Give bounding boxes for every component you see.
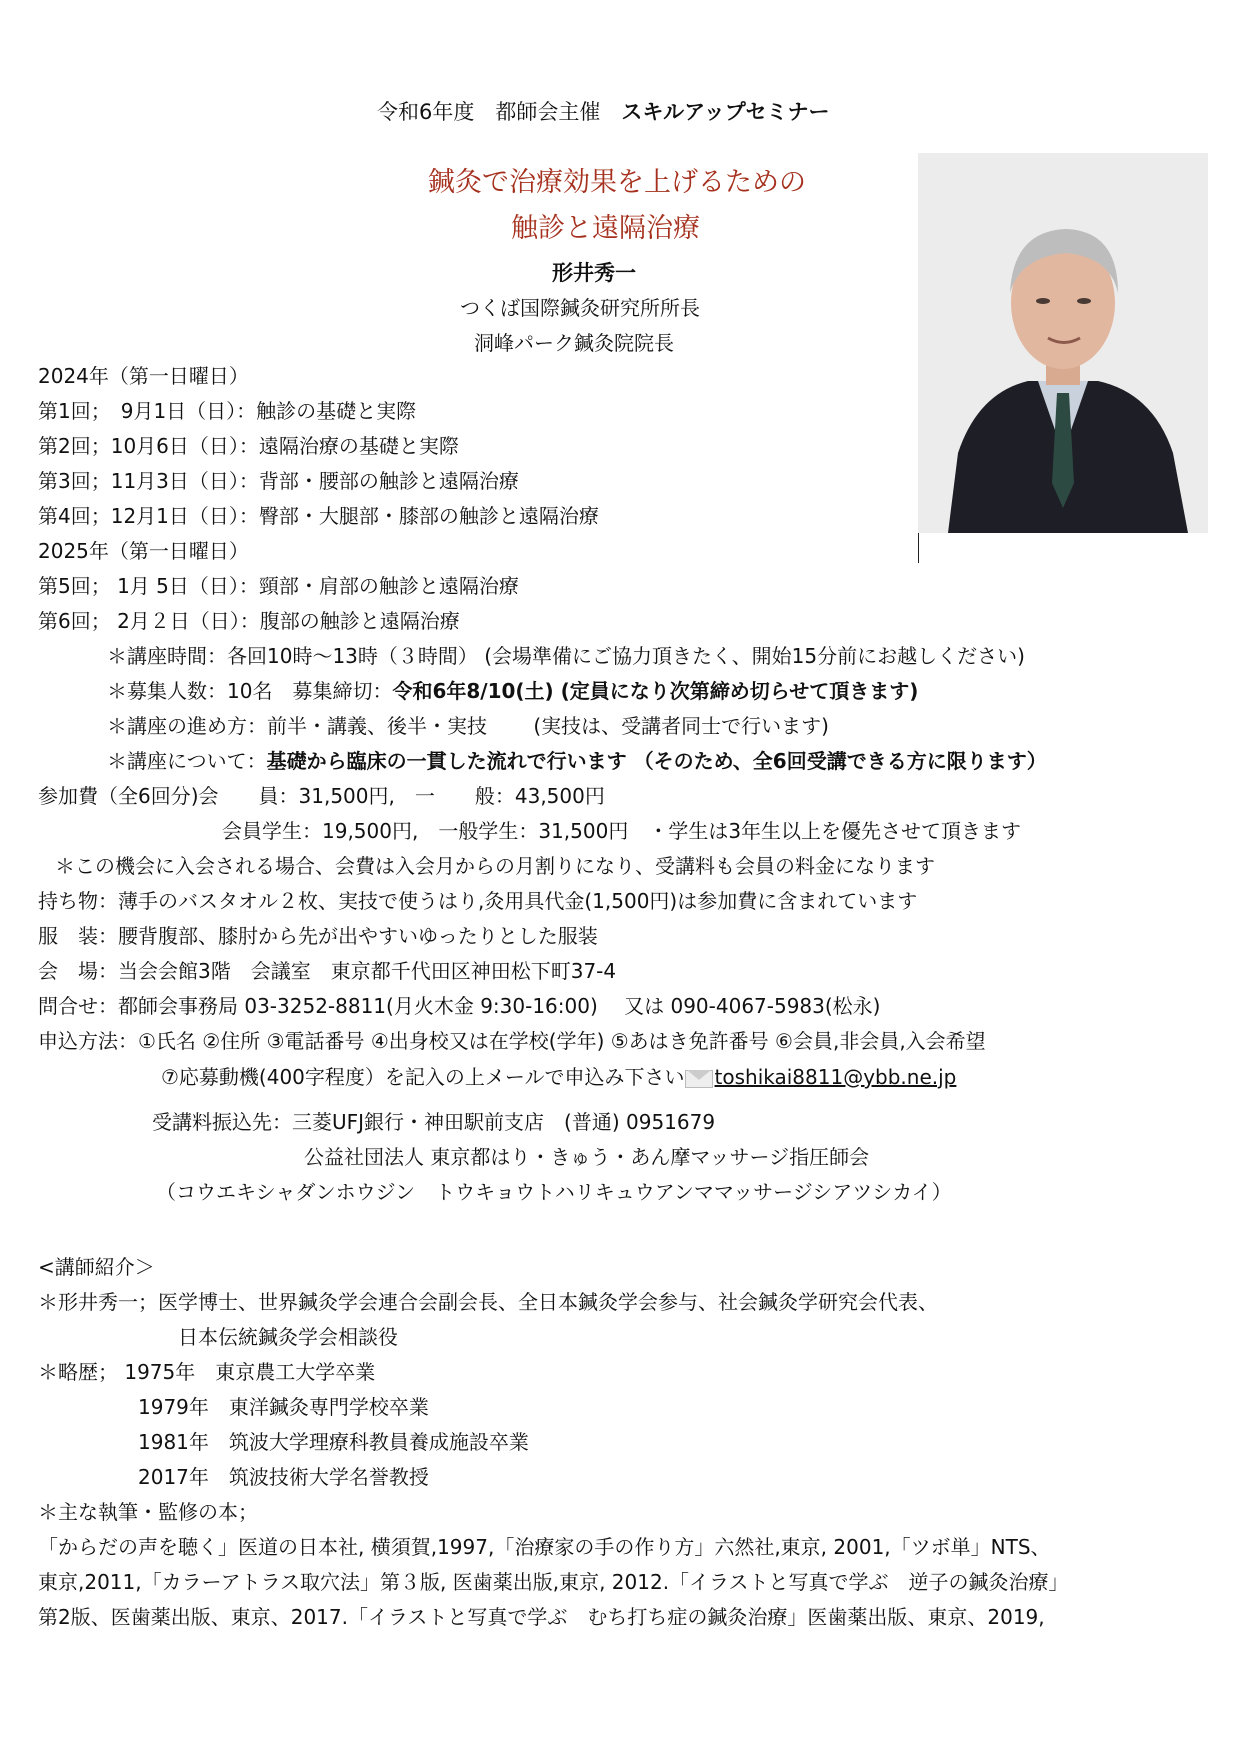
books-line2: 東京,2011,「カラーアトラス取穴法」第３版, 医歯薬出版,東京, 2012.「イラストと写真で学ぶ 逆子の鍼灸治療」: [38, 1570, 1069, 1594]
note-capacity: [107, 676, 918, 706]
speaker-title2: 洞峰パーク鍼灸院院長: [474, 331, 674, 355]
bio-line2: 日本伝統鍼灸学会相談役: [178, 1325, 398, 1349]
info-apply2: [161, 1062, 956, 1092]
info-apply2-text: ⑦応募動機(400字程度）を記入の上メールで申込み下さい: [161, 1065, 685, 1089]
fee-line2: 会員学生：19,500円, 一般学生：31,500円 ・学生は3年生以上を優先させて頂きます: [222, 819, 1022, 843]
title-line1: 鍼灸で治療効果を上げるための: [428, 167, 806, 198]
note-capacity-deadline: 令和6年8/10(土) (定員になり次第締め切らせて頂きます): [392, 679, 919, 703]
schedule-item-6: 第6回； 2月２日（日）：腹部の触診と遠隔治療: [38, 609, 460, 633]
bio-heading: <講師紹介＞: [38, 1255, 155, 1279]
note-time: ＊講座時間：各回10時～13時（３時間） (会場準備にご協力頂きたく、開始15分前にお越しください): [107, 644, 1025, 668]
note-capacity-prefix: ＊募集人数：10名 募集締切：: [107, 679, 393, 703]
header-prefix: 令和6年度 都師会主催: [377, 100, 622, 124]
books-heading: ＊主な執筆・監修の本；: [38, 1500, 258, 1524]
bank-line1: 受講料振込先：三菱UFJ銀行・神田駅前支店 (普通) 0951679: [152, 1110, 716, 1134]
email-link[interactable]: toshikai8811@ybb.ne.jp: [714, 1065, 957, 1089]
envelope-icon: [685, 1070, 713, 1088]
info-dress: 服 装：腰背腹部、膝肘から先が出やすいゆったりとした服装: [38, 924, 598, 948]
note-method: ＊講座の進め方：前半・講義、後半・実技 (実技は、受講者同士で行います): [107, 714, 829, 738]
history-2: 1979年 東洋鍼灸専門学校卒業: [138, 1395, 429, 1419]
bio-line1: ＊形井秀一；医学博士、世界鍼灸学会連合会副会長、全日本鍼灸学会参与、社会鍼灸学研究会代表、: [38, 1290, 938, 1314]
history-1: ＊略歴； 1975年 東京農工大学卒業: [38, 1360, 376, 1384]
bank-line3: （コウエキシャダンホウジン トウキョウトハリキュウアンママッサージシアツシカイ）: [156, 1180, 952, 1204]
note-about-bold: 基礎から臨床の一貫した流れで行います （そのため、全6回受講できる方に限ります）: [266, 749, 1047, 773]
note-about: [107, 746, 1047, 776]
bank-line2: 公益社団法人 東京都はり・きゅう・あん摩マッサージ指圧師会: [304, 1145, 870, 1169]
speaker-photo: [918, 153, 1208, 533]
history-4: 2017年 筑波技術大学名誉教授: [138, 1465, 429, 1489]
speaker-title1: つくば国際鍼灸研究所所長: [460, 296, 700, 320]
photo-edge-line: [918, 533, 919, 563]
header-highlight: スキルアップセミナー: [621, 100, 830, 124]
seminar-header: [377, 97, 829, 127]
schedule-item-3: 第3回；11月3日（日）：背部・腰部の触診と遠隔治療: [38, 469, 519, 493]
note-about-prefix: ＊講座について：: [107, 749, 267, 773]
fee-line1: 参加費（全6回分)会 員：31,500円, 一 般：43,500円: [38, 784, 605, 808]
schedule-item-5: 第5回； 1月 5日（日）：頸部・肩部の触診と遠隔治療: [38, 574, 519, 598]
schedule-item-4: 第4回；12月1日（日）：臀部・大腿部・膝部の触診と遠隔治療: [38, 504, 599, 528]
schedule-year1: 2024年（第一日曜日）: [38, 364, 249, 388]
books-line3: 第2版、医歯薬出版、東京、2017.「イラストと写真で学ぶ むち打ち症の鍼灸治療」医歯薬出版、東京、2019,: [38, 1605, 1045, 1629]
fee-line3: ＊この機会に入会される場合、会費は入会月からの月割りになり、受講料も会員の料金になります: [55, 854, 935, 878]
history-3: 1981年 筑波大学理療科教員養成施設卒業: [138, 1430, 529, 1454]
info-apply1: 申込方法：①氏名 ②住所 ③電話番号 ④出身校又は在学校(学年) ⑤あはき免許番号 ⑥会員,非会員,入会希望: [38, 1029, 986, 1053]
books-line1: 「からだの声を聴く」医道の日本社, 横須賀,1997,「治療家の手の作り方」六然社,東京, 2001,「ツボ単」NTS、: [38, 1535, 1051, 1559]
info-venue: 会 場：当会会館3階 会議室 東京都千代田区神田松下町37-4: [38, 959, 617, 983]
schedule-item-1: 第1回； 9月1日（日）：触診の基礎と実際: [38, 399, 417, 423]
schedule-year2: 2025年（第一日曜日）: [38, 539, 249, 563]
info-contact: 問合せ：都師会事務局 03-3252-8811(月火木金 9:30-16:00) 又は 090-4067-5983(松永): [38, 994, 881, 1018]
speaker-name: 形井秀一: [552, 261, 636, 285]
schedule-item-2: 第2回；10月6日（日）：遠隔治療の基礎と実際: [38, 434, 459, 458]
title-line2: 触診と遠隔治療: [511, 213, 700, 244]
info-items: 持ち物：薄手のバスタオル２枚、実技で使うはり,灸用具代金(1,500円)は参加費に含まれています: [38, 889, 918, 913]
